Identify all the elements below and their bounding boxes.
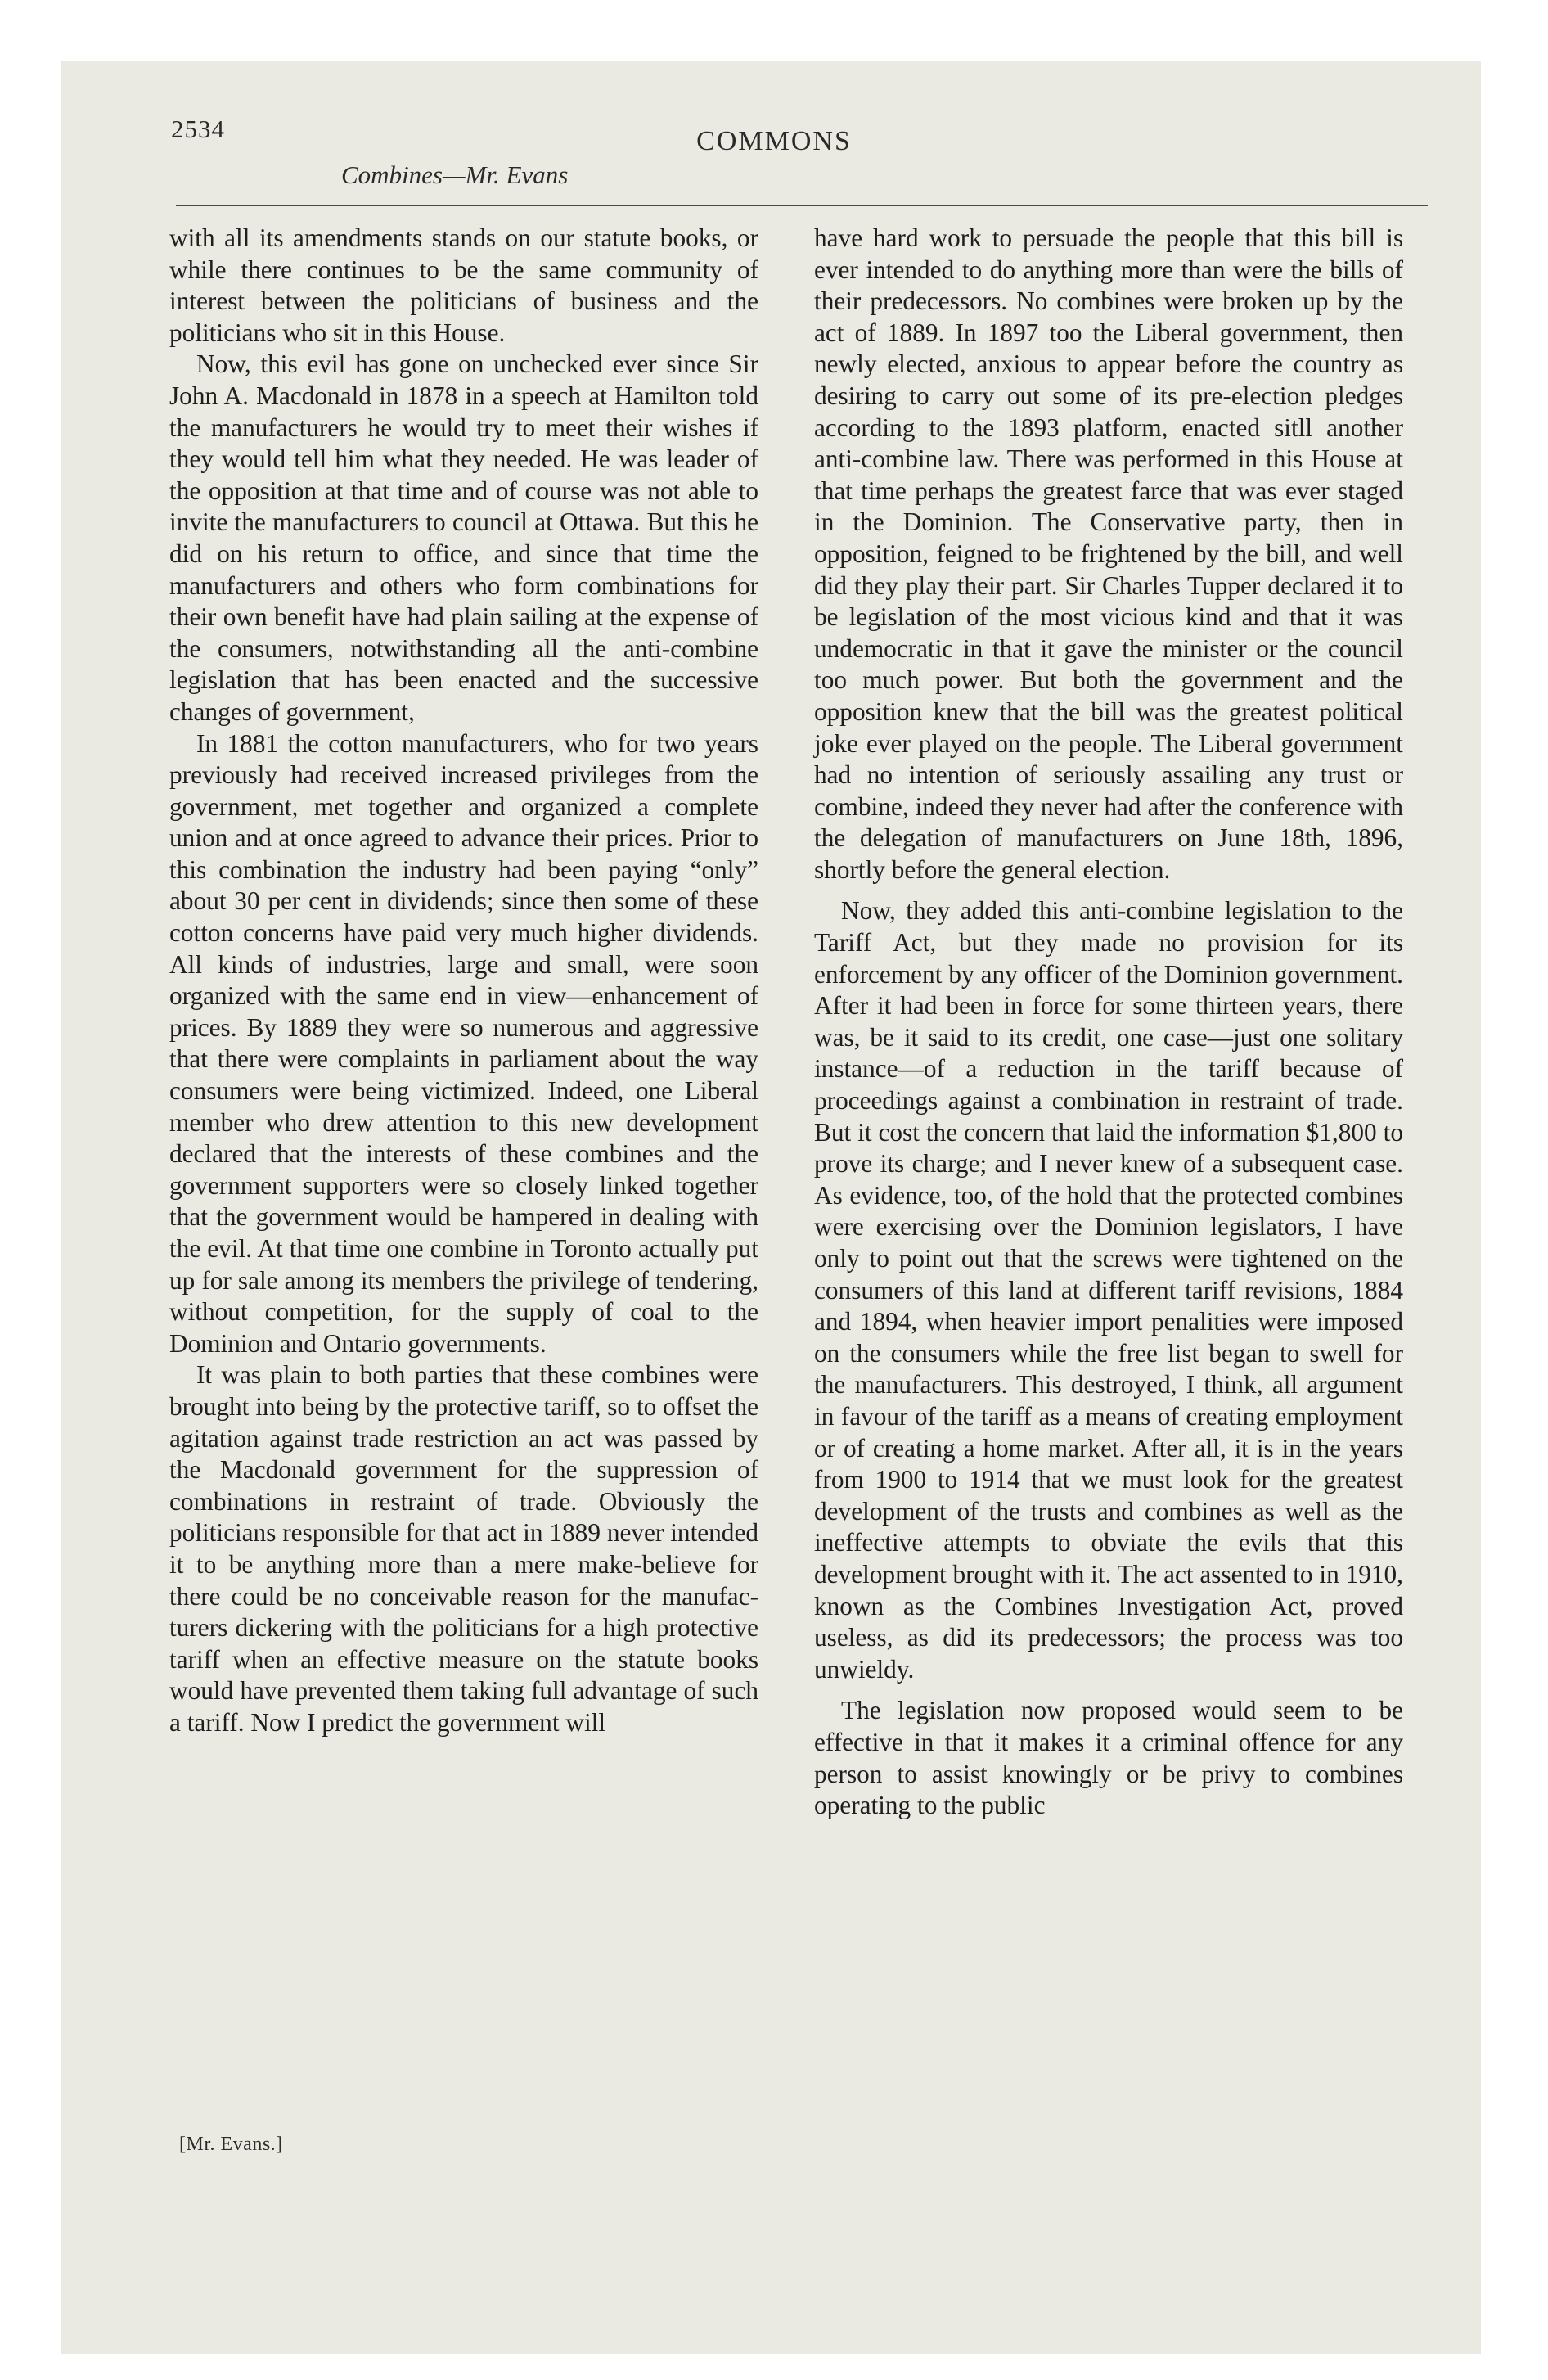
paragraph: Now, this evil has gone on unchecked ever since Sir John A. Macdonald in 1878 in a speech at Hamilton told the manufacturers he would try to meet their wishes if they would tell him what they needed. He was leader of the opposition at that time and of course was not able to invite the manufacturers to council at Ottawa. But this he did on his return to office, and since that time the manufacturers and others who form combinations for their own benefit have had plain sailing at the expense of the consumers, notwithstanding all the anti-combine legislation that has been enacted and the successive changes of government,: [169, 349, 758, 726]
paragraph: with all its amendments stands on our statute books, or while there continues to be the same community of interest between the politicians of business and the politicians who sit in this House.: [169, 223, 758, 347]
paragraph: have hard work to persuade the people that this bill is ever intended to do anything more than were the bills of their predecessors. No combines were broken up by the act of 1889. In 1897 too the Liberal government, then newly elected, anxious to appear before the country as desiring to carry out some of its pre-election pledges according to the 1893 platform, enacted sitll another anti-combine law. There was performed in this House at that time perhaps the greatest farce that was ever staged in the Dominion. The Conservative party, then in opposition, feigned to be frightened by the bill, and well did they play their part. Sir Charles Tupper declared it to be legislation of the most vicious kind and that it was undemocratic in that it gave the minister or the council too much power. But both the government and the opposition knew that the bill was the greatest political joke ever played on the people. The Liberal government had no intention of seriously assailing any trust or combine, indeed they never had after the conference with the delegation of manufacturers on June 18th, 1896, shortly before the general election.: [814, 223, 1403, 884]
left-column: [169, 223, 758, 1739]
paragraph: In 1881 the cotton manufacturers, who for two years previously had received increased privileges from the government, met together and organized a complete union and at once agreed to advance their prices. Prior to this combination the industry had been paying “only” about 30 per cent in dividends; since then some of these cotton concerns have paid very much higher dividends. All kinds of industries, large and small, were soon organized with the same end in view—enhancement of prices. By 1889 they were so numerous and aggressive that there were complaints in parliament about the way consumers were being victimized. Indeed, one Liberal member who drew attention to this new development declared that the interests of these combines and the government supporters were so closely linked together that the government would be hampered in dealing with the evil. At that time one combine in Toronto actually put up for sale among its members the privilege of tendering, without competition, for the supply of coal to the Dominion and Ontario governments.: [169, 728, 758, 1358]
speaker-note: [Mr. Evans.]: [179, 2134, 283, 2155]
header-rule: [176, 205, 1428, 206]
paragraph: It was plain to both parties that these combines were brought into being by the protective tariff, so to offset the agitation against trade restriction an act was passed by the Macdonald government for the suppression of combinations in restraint of trade. Obviously the politicians responsible for that act in 1889 never intended it to be anything more than a mere make-believe for there could be no conceivable reason for the manufacturers dickering with the politicians for a high protective tariff when an effective measure on the statute books would have prevented them taking full advantage of such a tariff. Now I predict the government will: [169, 1360, 758, 1737]
section-title: Combines—Mr. Evans: [341, 160, 569, 189]
paragraph: Now, they added this anti-combine legislation to the Tariff Act, but they made no provision for its enforcement by any officer of the Dominion government. After it had been in force for some thirteen years, there was, be it said to its credit, one case—just one solitary instance—of a reduction in the tariff because of proceedings against a combination in restraint of trade. But it cost the concern that laid the information $1,800 to prove its charge; and I never knew of a subsequent case. As evidence, too, of the hold that the protected combines were exercising over the Dominion legislators, I have only to point out that the screws were tightened on the consumers of this land at different tariff revisions, 1884 and 1894, when heavier import penalities were imposed on the consumers while the free list began to swell for the manufacturers. This destroyed, I think, all argument in favour of the tariff as a means of creating employment or of creating a home market. After all, it is in the years from 1900 to 1914 that we must look for the greatest development of the trusts and combines as well as the ineffective attempts to obviate the evils that this development brought with it. The act assented to in 1910, known as the Combines Investigation Act, proved useless, as did its predecessors; the process was too unwieldy.: [814, 896, 1403, 1684]
running-head: COMMONS: [696, 126, 852, 156]
right-column: [814, 223, 1403, 1822]
page-number: 2534: [171, 115, 225, 143]
paragraph: The legislation now proposed would seem to be effective in that it makes it a criminal offence for any person to assist knowingly or be privy to combines operating to the public: [814, 1696, 1403, 1820]
